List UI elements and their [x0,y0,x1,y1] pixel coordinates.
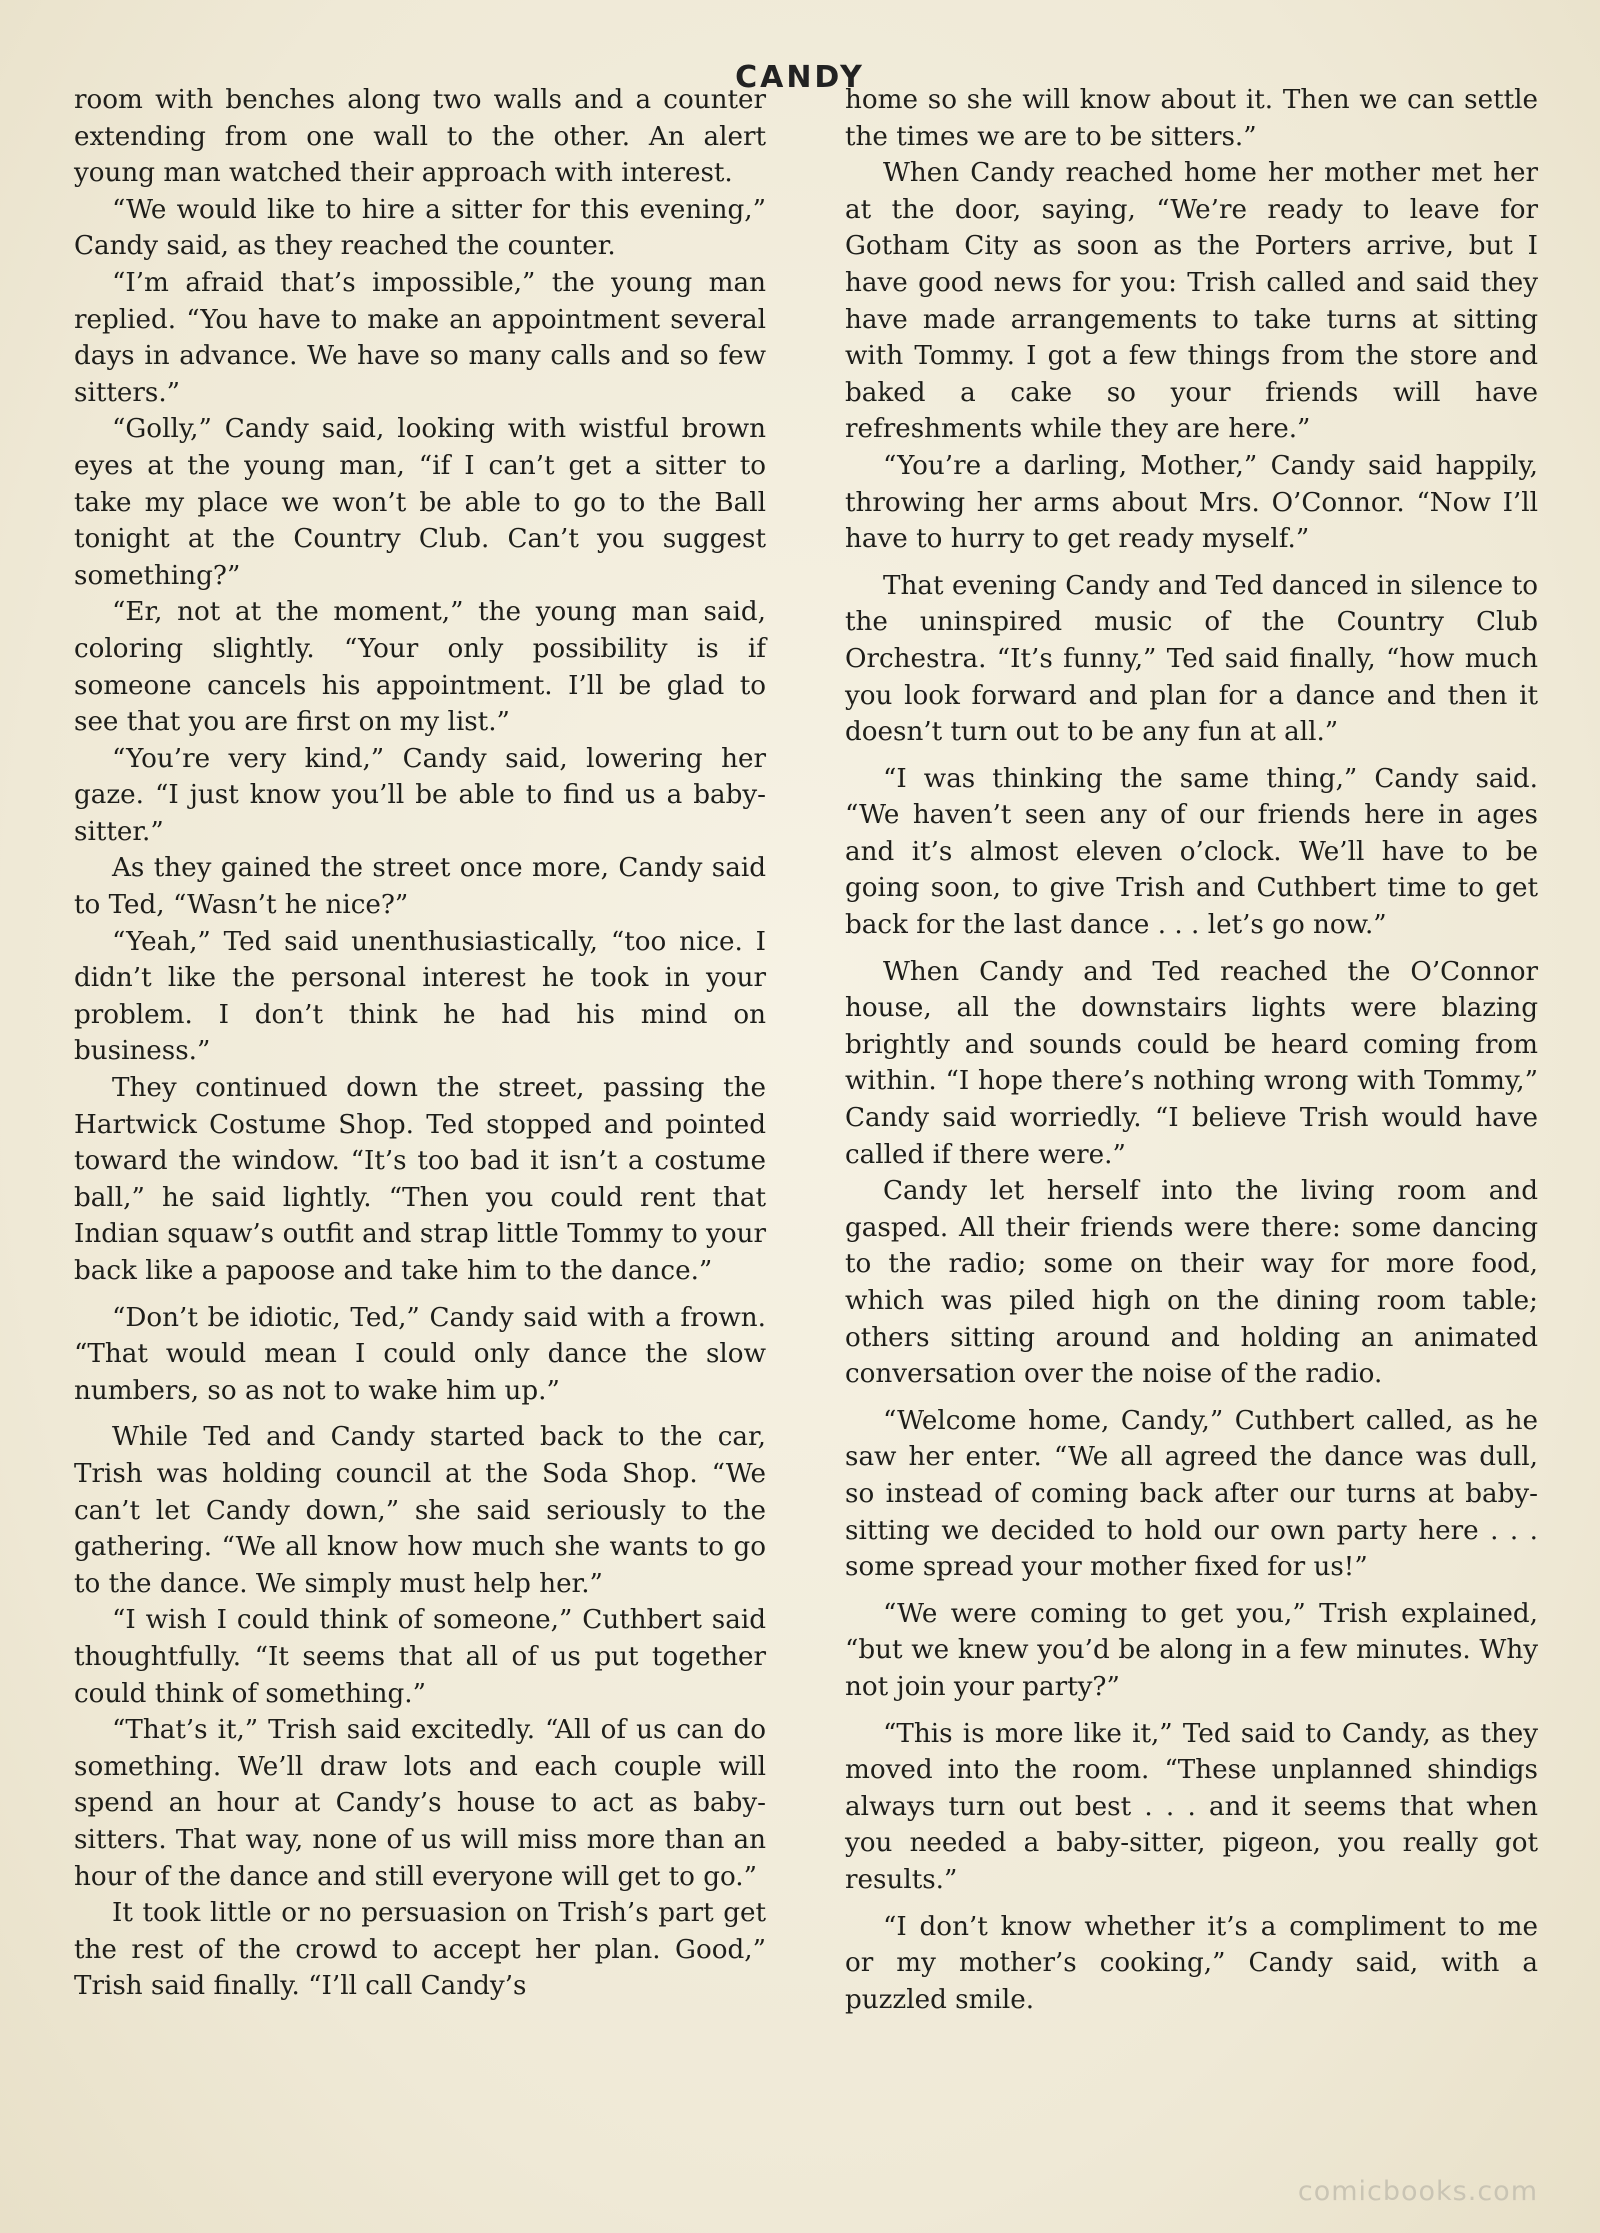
paragraph: “I don’t know whether it’s a compliment to me or my mother’s cooking,” Candy said, with a puzzled smile. [845,1911,1538,2015]
paragraph: “Er, not at the moment,” the young man said, coloring slightly. “Your only possibility is if someone cancels his appointment. I’ll be glad to see that you are first on my list.” [74,597,766,738]
paragraph: They continued down the street, passing the Hartwick Costume Shop. Ted stopped and pointed toward the window. “It’s too bad it isn’t a costume ball,” he said lightly. “Then you could rent that Indian squaw’s outfit and strap little Tommy to your back like a papoose and take him to the dance.” [74,1073,766,1286]
paragraph: Candy let herself into the living room and gasped. All their friends were there: some dancing to the radio; some on their way for more food, which was piled high on the dining room table; others sitting around and holding an animated conversation over the noise of the radio. [845,1176,1538,1390]
right-text-column [845,82,1538,2018]
paragraph: “You’re a darling, Mother,” Candy said happily, throwing her arms about Mrs. O’Connor. “Now I’ll have to hurry to get ready myself.” [845,450,1538,555]
paragraph: “We would like to hire a sitter for this evening,” Candy said, as they reached the counter. [74,194,766,262]
watermark: comicbooks.com [1297,2176,1538,2207]
paragraph: room with benches along two walls and a counter extending from one wall to the other. An alert young man watched their approach with interest. [74,85,766,189]
paragraph: “Don’t be idiotic, Ted,” Candy said with a frown. “That would mean I could only dance the slow numbers, so as not to wake him up.” [74,1302,766,1406]
paragraph: “I was thinking the same thing,” Candy said. “We haven’t seen any of our friends here in ages and it’s almost eleven o’clock. We’ll have to be going soon, to give Trish and Cuthbert time to get back for the last dance . . . let’s go now.” [845,763,1538,941]
paragraph: As they gained the street once more, Candy said to Ted, “Wasn’t he nice?” [74,853,766,921]
paragraph: When Candy and Ted reached the O’Connor house, all the downstairs lights were blazing brightly and sounds could be heard coming from within. “I hope there’s nothing wrong with Tommy,” Candy said worriedly. “I believe Trish would have called if there were.” [845,956,1538,1170]
paragraph: That evening Candy and Ted danced in silence to the uninspired music of the Country Club Orchestra. “It’s funny,” Ted said finally, “how much you look forward and plan for a dance and then it doesn’t turn out to be any fun at all.” [845,570,1538,748]
paragraph: When Candy reached home her mother met her at the door, saying, “We’re ready to leave for Gotham City as soon as the Porters arrive, but I have good news for you: Trish called and said they have made arrangements to take turns at sitting with Tommy. I got a few things from the store and baked a cake so your friends will have refreshments while they are here.” [845,158,1538,445]
paragraph: home so she will know about it. Then we can settle the times we are to be sitters.” [845,85,1538,152]
paragraph: “Golly,” Candy said, looking with wistful brown eyes at the young man, “if I can’t get a sitter to take my place we won’t be able to go to the Ball tonight at the Country Club. Can’t you suggest something?” [74,414,766,591]
left-text-column [74,82,766,2005]
paragraph: “I wish I could think of someone,” Cuthbert said thoughtfully. “It seems that all of us put together could think of something.” [74,1605,766,1709]
page-header-title: CANDY [735,60,865,95]
paragraph: “That’s it,” Trish said excitedly. “All of us can do something. We’ll draw lots and each couple will spend an hour at Candy’s house to act as baby-sitters. That way, none of us will miss more than an hour of the dance and still everyone will get to go.” [74,1715,766,1892]
paragraph: It took little or no persuasion on Trish’s part get the rest of the crowd to accept her plan. Good,” Trish said finally. “I’ll call Candy’s [74,1898,766,2002]
paragraph: “We were coming to get you,” Trish explained, “but we knew you’d be along in a few minutes. Why not join your party?” [845,1598,1538,1702]
paragraph: “You’re very kind,” Candy said, lowering her gaze. “I just know you’ll be able to find us a baby-sitter.” [74,743,766,847]
paragraph: “This is more like it,” Ted said to Candy, as they moved into the room. “These unplanned shindigs always turn out best . . . and it seems that when you needed a baby-sitter, pigeon, you really got results.” [845,1718,1538,1895]
paragraph: “Welcome home, Candy,” Cuthbert called, as he saw her enter. “We all agreed the dance was dull, so instead of coming back after our turns at baby-sitting we decided to hold our own party here . . . some spread your mother fixed for us!” [845,1405,1538,1583]
paragraph: “Yeah,” Ted said unenthusiastically, “too nice. I didn’t like the personal interest he took in your problem. I don’t think he had his mind on business.” [74,926,766,1067]
paragraph: “I’m afraid that’s impossible,” the young man replied. “You have to make an appointment several days in advance. We have so many calls and so few sitters.” [74,267,766,408]
paragraph: While Ted and Candy started back to the car, Trish was holding council at the Soda Shop. “We can’t let Candy down,” she said seriously to the gathering. “We all know how much she wants to go to the dance. We simply must help her.” [74,1422,766,1599]
